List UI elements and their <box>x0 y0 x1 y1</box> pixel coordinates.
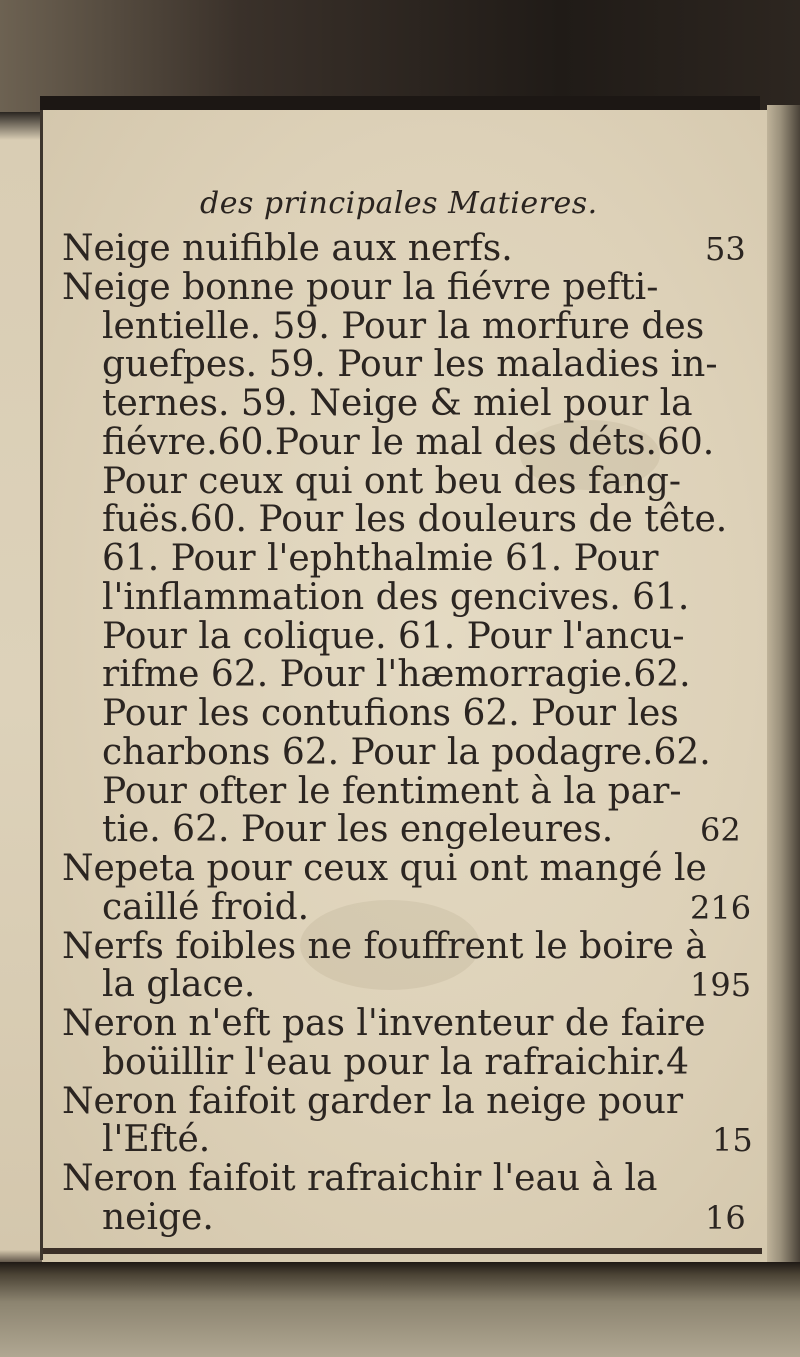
index-line: Pour la colique. 61. Pour l'ancu- <box>102 616 685 657</box>
index-line: boüillir l'eau pour la rafraichir.4 <box>102 1042 690 1083</box>
index-line: tie. 62. Pour les engeleures. <box>102 809 614 850</box>
index-line: Neron n'eft pas l'inventeur de faire <box>62 1003 706 1044</box>
index-line: l'inflammation des gencives. 61. <box>102 577 690 618</box>
index-line: Pour les contufions 62. Pour les <box>102 693 679 734</box>
index-line: l'Efté. <box>102 1119 211 1160</box>
index-line: Nerfs foibles ne fouffrent le boire à <box>62 926 707 967</box>
page-number: 53 <box>705 230 746 268</box>
index-line: Pour ceux qui ont beu des fang- <box>102 461 682 502</box>
page-number: 195 <box>690 966 752 1004</box>
index-line: 61. Pour l'ephthalmie 61. Pour <box>102 538 659 579</box>
index-line: Neige nuifible aux nerfs. <box>62 228 513 269</box>
index-line: la glace. <box>102 964 256 1005</box>
page-number: 16 <box>705 1199 746 1237</box>
running-header: des principales Matieres. <box>200 186 598 221</box>
index-line: lentielle. 59. Pour la morfure des <box>102 306 705 347</box>
book-bottom-edge <box>0 1262 800 1357</box>
index-line: fiévre.60.Pour le mal des déts.60. <box>102 422 715 463</box>
index-line: Neron faifoit garder la neige pour <box>62 1081 684 1122</box>
index-line: neige. <box>102 1197 214 1238</box>
index-line: Pour ofter le fentiment à la par- <box>102 771 682 812</box>
index-line: caillé froid. <box>102 887 310 928</box>
page-number: 15 <box>712 1121 753 1159</box>
gutter-line <box>40 110 43 1260</box>
page-number: 216 <box>690 889 752 927</box>
page-number: 62 <box>700 811 741 849</box>
index-line: guefpes. 59. Pour les maladies in- <box>102 344 718 385</box>
index-line: Neron faifoit rafraichir l'eau à la <box>62 1158 658 1199</box>
index-line: rifme 62. Pour l'hæmorragie.62. <box>102 654 691 695</box>
index-line: charbons 62. Pour la podagre.62. <box>102 732 711 773</box>
book-right-edge <box>767 105 800 1285</box>
index-line: fuës.60. Pour les douleurs de tête. <box>102 499 728 540</box>
page-bottom-shadow <box>42 1248 762 1254</box>
index-line: ternes. 59. Neige & miel pour la <box>102 383 693 424</box>
index-line: Nepeta pour ceux qui ont mangé le <box>62 848 707 889</box>
index-line: Neige bonne pour la fiévre pefti- <box>62 267 659 308</box>
